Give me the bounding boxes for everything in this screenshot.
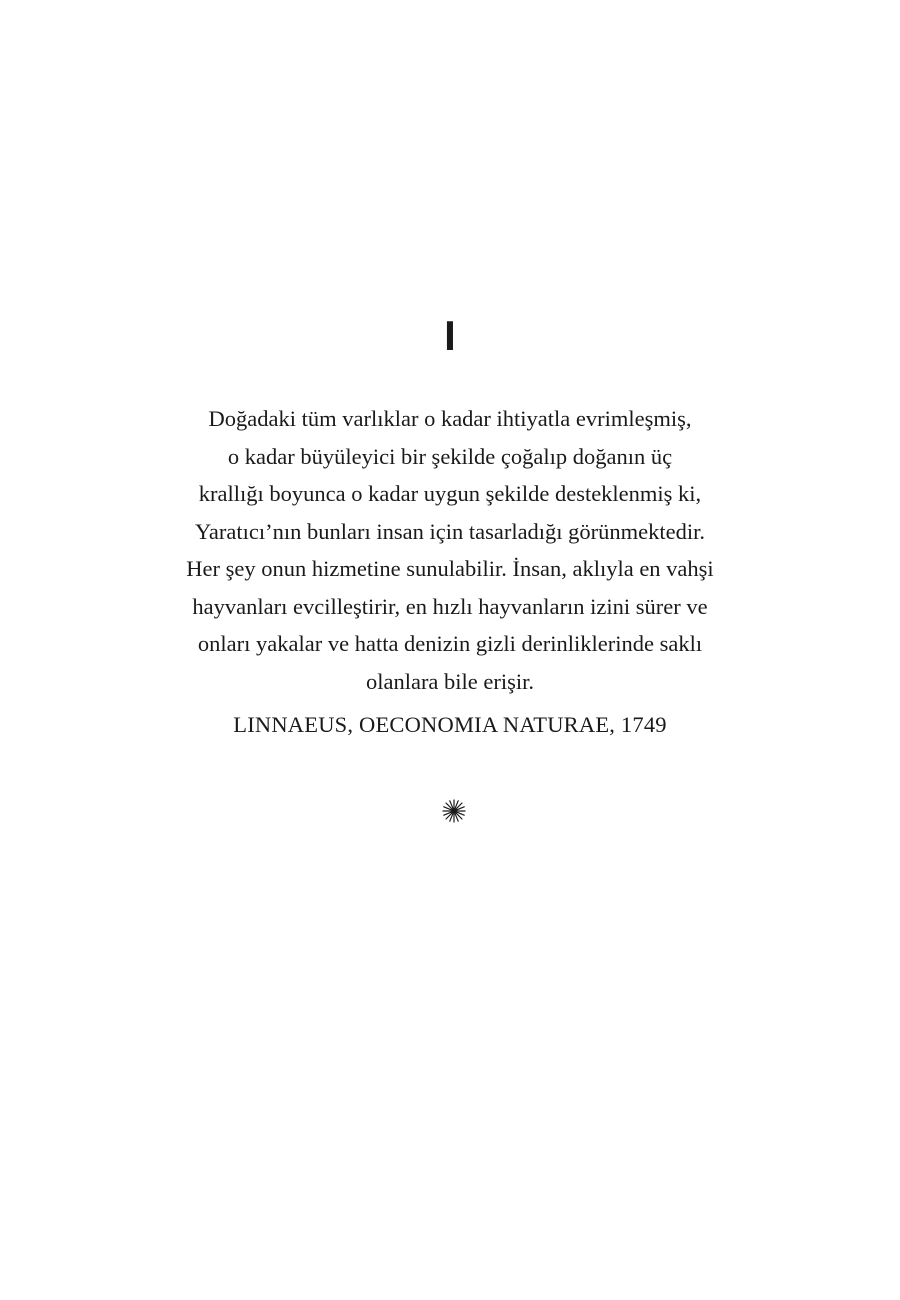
epigraph-line: o kadar büyüleyici bir şekilde çoğalıp doğanın üç: [227, 443, 673, 469]
epigraph-attribution: LINNAEUS, OECONOMIA NATURAE, 1749: [233, 712, 667, 737]
epigraph-line: Doğadaki tüm varlıklar o kadar ihtiyatla evrimleşmiş,: [208, 406, 692, 431]
epigraph-line: hayvanları evcilleştirir, en hızlı hayvanların izini sürer ve: [192, 593, 708, 619]
epigraph-line: onları yakalar ve hatta denizin gizli derinliklerinde saklı: [197, 631, 703, 656]
epigraph-line: Yaratıcı’nın bunları insan için tasarladığı görünmektedir.: [194, 518, 706, 544]
asterisk-star-icon: [441, 798, 467, 824]
epigraph-line: krallığı boyunca o kadar uygun şekilde desteklenmiş ki,: [198, 481, 702, 506]
epigraph-quote: [150, 400, 750, 700]
epigraph-line: Her şey onun hizmetine sunulabilir. İnsan, aklıyla en vahşi: [186, 556, 714, 581]
chapter-numeral: I: [444, 312, 456, 359]
epigraph-line: olanlara bile erişir.: [365, 668, 535, 694]
